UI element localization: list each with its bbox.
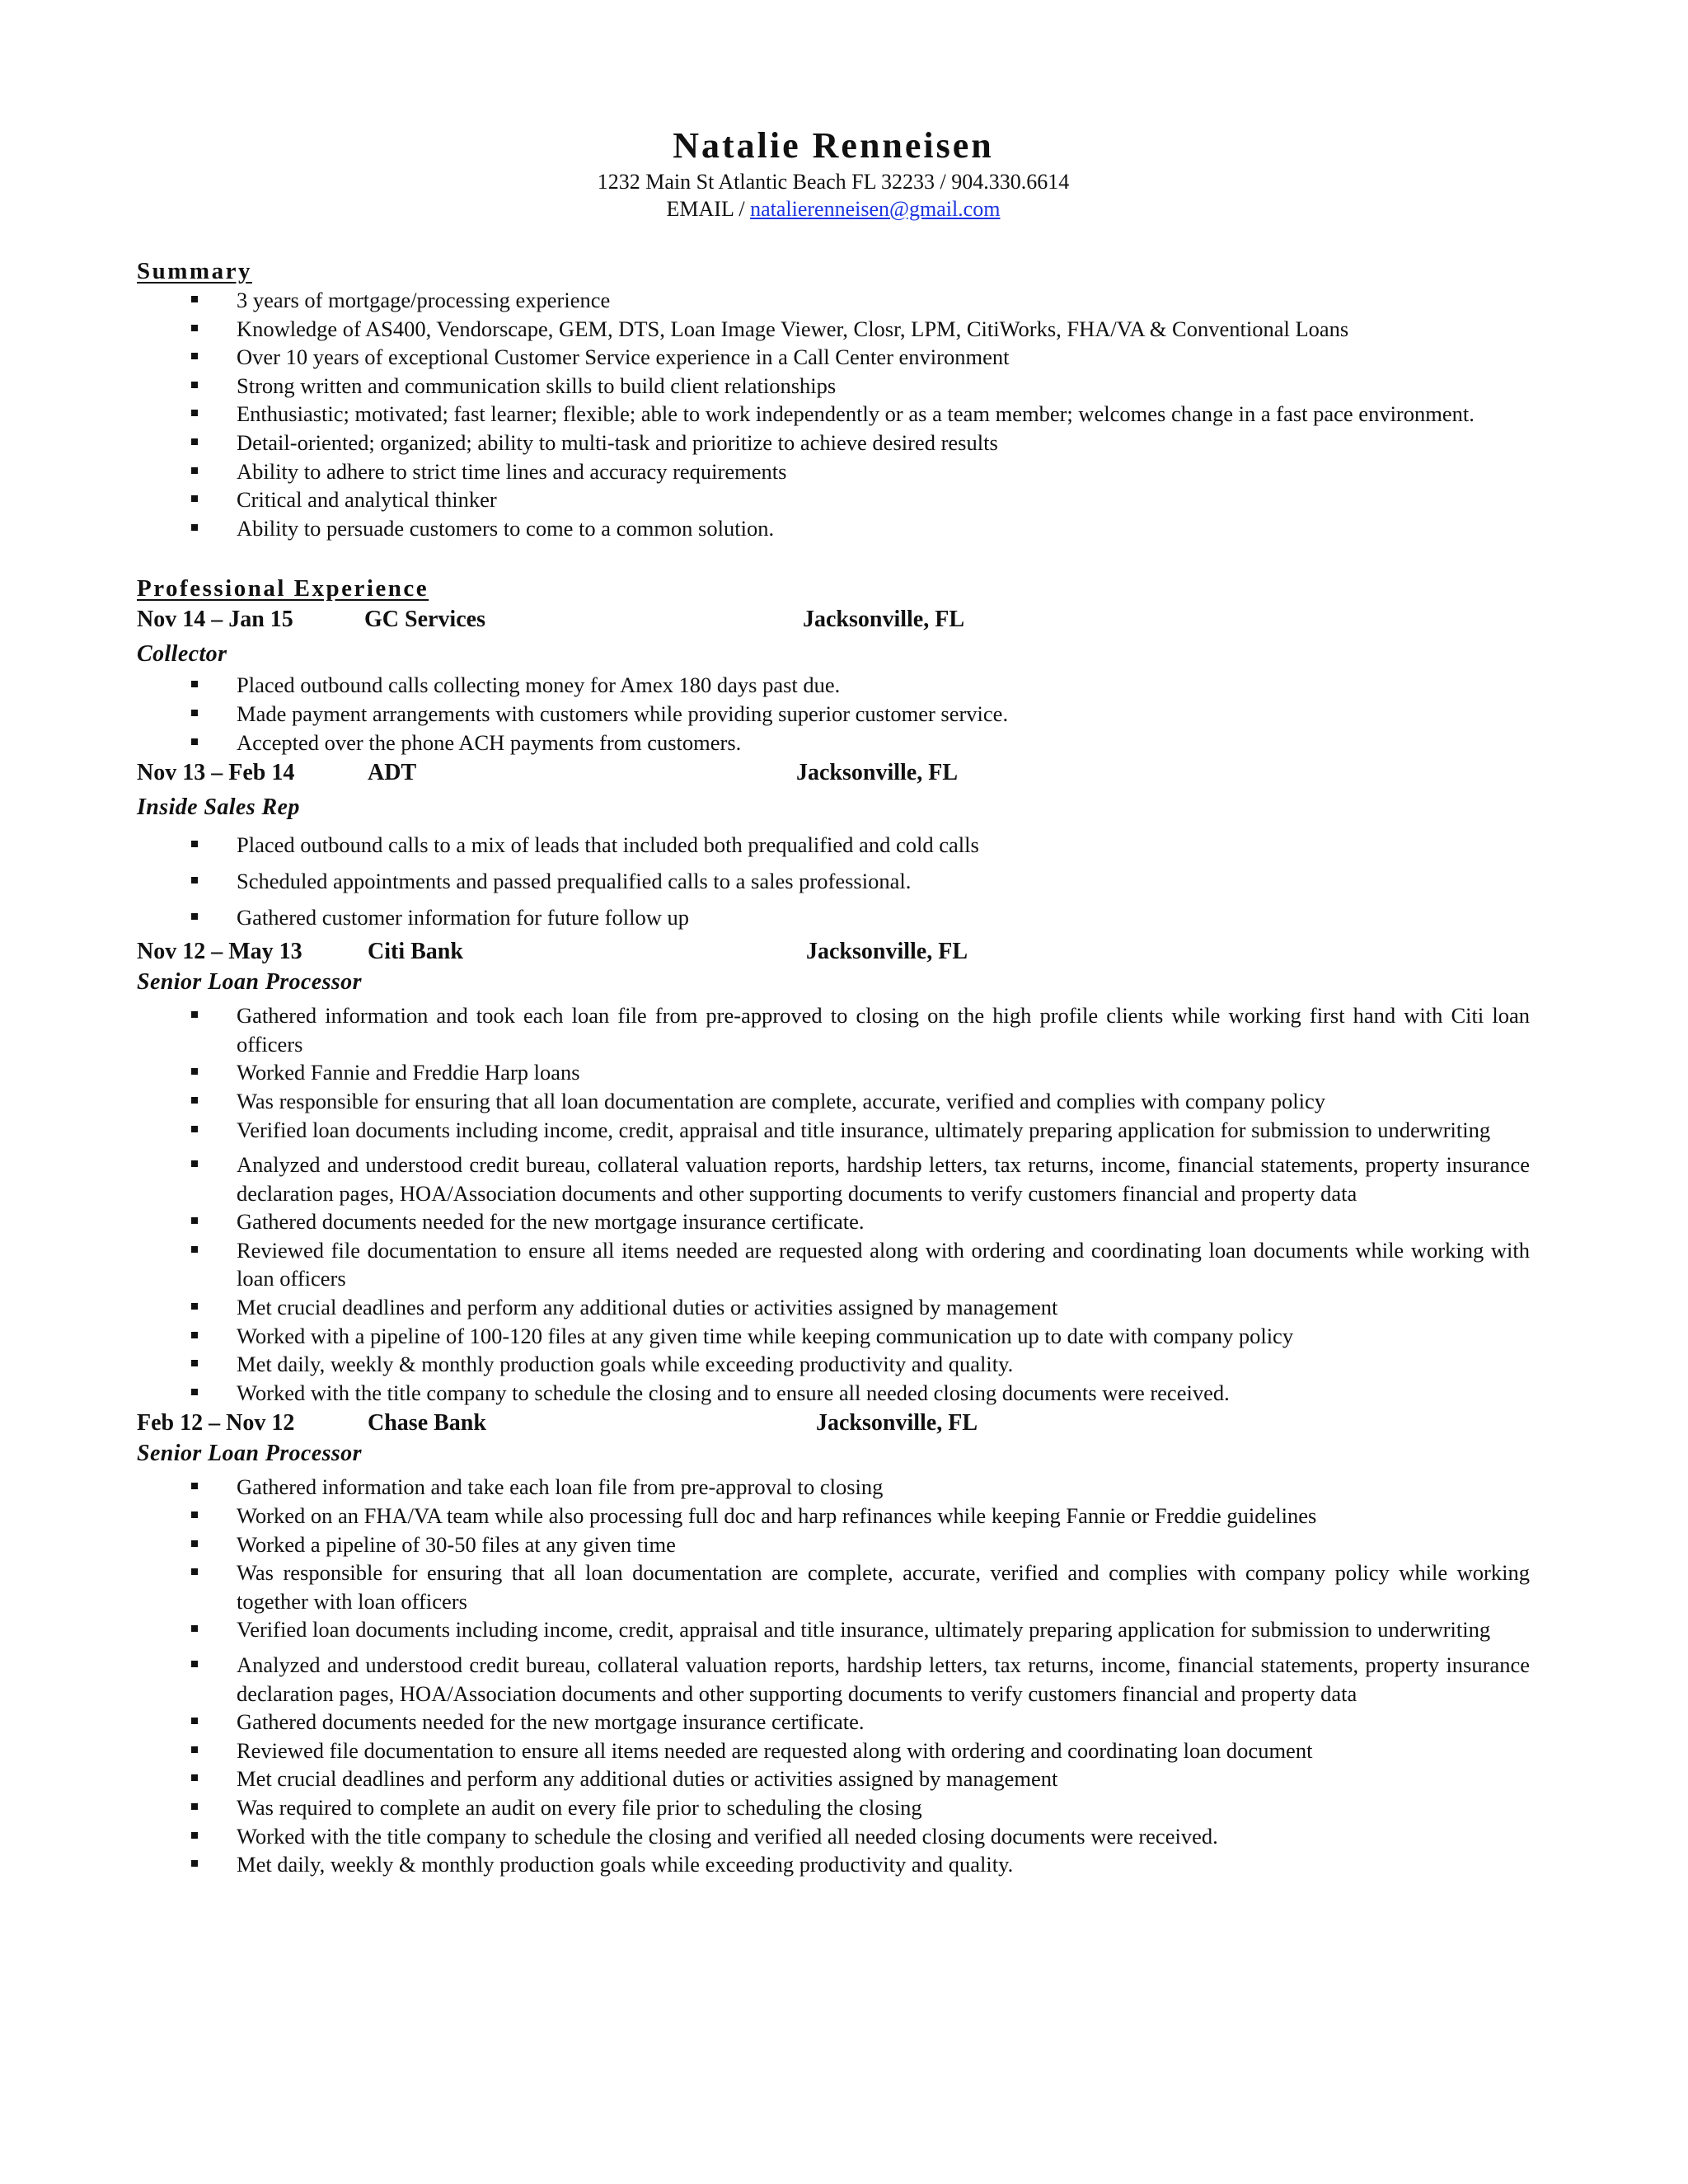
- list-item: Strong written and communication skills to build client relationships: [137, 372, 1530, 401]
- bullet-icon: [191, 1389, 198, 1395]
- job-dates: Nov 12 – May 13: [137, 939, 302, 965]
- email-line: [137, 195, 1530, 223]
- address-line: 1232 Main St Atlantic Beach FL 32233 / 904.330.6614: [597, 170, 1070, 194]
- bullet-icon: [191, 1718, 198, 1724]
- list-item: Worked on an FHA/VA team while also processing full doc and harp refinances while keeping Fannie or Freddie guidelines: [137, 1502, 1530, 1530]
- bullet-icon: [191, 738, 198, 745]
- list-item: Gathered customer information for future follow up: [137, 899, 1530, 935]
- bullet-icon: [191, 1332, 198, 1338]
- bullet-icon: [191, 1246, 198, 1253]
- job-dates: Nov 14 – Jan 15: [137, 607, 293, 633]
- bullet-icon: [191, 438, 198, 445]
- job-duties-list: [137, 671, 1530, 757]
- list-item: Ability to adhere to strict time lines and accuracy requirements: [137, 457, 1530, 486]
- list-item: Verified loan documents including income, credit, appraisal and title insurance, ultimately preparing application for submission to underwriting: [137, 1615, 1530, 1644]
- list-item: Critical and analytical thinker: [137, 485, 1530, 514]
- bullet-icon: [191, 1303, 198, 1310]
- applicant-name: Natalie Renneisen: [673, 125, 994, 166]
- bullet-icon: [191, 1803, 198, 1810]
- bullet-icon: [191, 913, 198, 920]
- list-item: Worked Fannie and Freddie Harp loans: [137, 1058, 1530, 1087]
- job-company: Chase Bank: [368, 1410, 486, 1436]
- list-item: Placed outbound calls to a mix of leads that included both prequalified and cold calls: [137, 827, 1530, 863]
- bullet-icon: [191, 1832, 198, 1839]
- list-item: Gathered information and took each loan file from pre-approved to closing on the high profile clients while working first hand with Citi loan officers: [137, 1001, 1530, 1058]
- job-company: Citi Bank: [368, 939, 463, 965]
- bullet-icon: [191, 1625, 198, 1632]
- job-title: Inside Sales Rep: [137, 794, 300, 821]
- bullet-icon: [191, 710, 198, 716]
- job-duties-list: [137, 827, 1530, 935]
- experience-heading: Professional Experience: [137, 575, 429, 602]
- list-item: Was required to complete an audit on every file prior to scheduling the closing: [137, 1793, 1530, 1822]
- bullet-icon: [191, 1746, 198, 1753]
- bullet-icon: [191, 1068, 198, 1075]
- bullet-icon: [191, 495, 198, 502]
- email-label: EMAIL /: [666, 197, 751, 221]
- job-dates: Feb 12 – Nov 12: [137, 1410, 295, 1436]
- list-item: Gathered information and take each loan file from pre-approval to closing: [137, 1473, 1530, 1502]
- bullet-icon: [191, 1774, 198, 1781]
- bullet-icon: [191, 1011, 198, 1018]
- list-item: Gathered documents needed for the new mortgage insurance certificate.: [137, 1708, 1530, 1736]
- bullet-icon: [191, 1160, 198, 1167]
- job-company: ADT: [368, 760, 417, 786]
- list-item: Met crucial deadlines and perform any additional duties or activities assigned by management: [137, 1293, 1530, 1322]
- job-duties-list: [137, 1473, 1530, 1878]
- list-item: Knowledge of AS400, Vendorscape, GEM, DTS, Loan Image Viewer, Closr, LPM, CitiWorks, FHA/VA & Conventional Loans: [137, 315, 1530, 344]
- job-header: [137, 603, 1530, 638]
- list-item: Scheduled appointments and passed prequalified calls to a sales professional.: [137, 863, 1530, 899]
- bullet-icon: [191, 1097, 198, 1104]
- bullet-icon: [191, 1511, 198, 1518]
- bullet-icon: [191, 325, 198, 331]
- job-title: Collector: [137, 641, 227, 668]
- bullet-icon: [191, 1568, 198, 1575]
- list-item: Analyzed and understood credit bureau, collateral valuation reports, hardship letters, tax returns, income, financial statements, property insurance declaration pages, HOA/Association documents and other supporting documents to verify customers financial and property data: [137, 1651, 1530, 1708]
- list-item: Worked a pipeline of 30-50 files at any given time: [137, 1530, 1530, 1559]
- bullet-icon: [191, 382, 198, 388]
- job-location: Jacksonville, FL: [816, 1410, 978, 1436]
- email-link[interactable]: natalierenneisen@gmail.com: [750, 197, 1001, 221]
- job-title: Senior Loan Processor: [137, 1441, 362, 1467]
- list-item: Analyzed and understood credit bureau, collateral valuation reports, hardship letters, tax returns, income, financial statements, property insurance declaration pages, HOA/Association documents and other supporting documents to verify customers financial and property data: [137, 1151, 1530, 1207]
- bullet-icon: [191, 1540, 198, 1547]
- bullet-icon: [191, 681, 198, 687]
- bullet-icon: [191, 1360, 198, 1366]
- bullet-icon: [191, 1217, 198, 1224]
- job-header: [137, 935, 1530, 970]
- list-item: Reviewed file documentation to ensure all items needed are requested along with ordering and coordinating loan documents while working with loan officers: [137, 1236, 1530, 1293]
- list-item: Gathered documents needed for the new mortgage insurance certificate.: [137, 1207, 1530, 1236]
- job-header: [137, 757, 1530, 791]
- bullet-icon: [191, 296, 198, 302]
- list-item: Enthusiastic; motivated; fast learner; flexible; able to work independently or as a team member; welcomes change in a fast pace environment.: [137, 400, 1530, 429]
- list-item: Over 10 years of exceptional Customer Service experience in a Call Center environment: [137, 343, 1530, 372]
- bullet-icon: [191, 1483, 198, 1489]
- resume-page: [137, 124, 1530, 1879]
- bullet-icon: [191, 1661, 198, 1667]
- bullet-icon: [191, 1126, 198, 1132]
- list-item: Met daily, weekly & monthly production goals while exceeding productivity and quality.: [137, 1350, 1530, 1379]
- list-item: Met daily, weekly & monthly production goals while exceeding productivity and quality.: [137, 1850, 1530, 1879]
- list-item: Detail-oriented; organized; ability to multi-task and prioritize to achieve desired results: [137, 429, 1530, 457]
- job-location: Jacksonville, FL: [796, 760, 959, 786]
- job-company: GC Services: [364, 607, 485, 633]
- job-header: [137, 1407, 1530, 1441]
- list-item: Was responsible for ensuring that all loan documentation are complete, accurate, verified and complies with company policy while working together with loan officers: [137, 1558, 1530, 1615]
- job-location: Jacksonville, FL: [806, 939, 968, 965]
- bullet-icon: [191, 353, 198, 359]
- bullet-icon: [191, 467, 198, 474]
- bullet-icon: [191, 410, 198, 416]
- list-item: Was responsible for ensuring that all loan documentation are complete, accurate, verified and complies with company policy: [137, 1087, 1530, 1116]
- list-item: 3 years of mortgage/processing experience: [137, 286, 1530, 315]
- bullet-icon: [191, 877, 198, 883]
- list-item: Verified loan documents including income, credit, appraisal and title insurance, ultimately preparing application for submission to underwriting: [137, 1116, 1530, 1145]
- list-item: Placed outbound calls collecting money for Amex 180 days past due.: [137, 671, 1530, 700]
- job-duties-list: [137, 1001, 1530, 1407]
- job-dates: Nov 13 – Feb 14: [137, 760, 295, 786]
- list-item: Ability to persuade customers to come to a common solution.: [137, 514, 1530, 543]
- list-item: Made payment arrangements with customers while providing superior customer service.: [137, 700, 1530, 729]
- summary-heading: Summary: [137, 258, 252, 284]
- list-item: Worked with the title company to schedule the closing and verified all needed closing documents were received.: [137, 1822, 1530, 1851]
- list-item: Worked with the title company to schedule the closing and to ensure all needed closing documents were received.: [137, 1379, 1530, 1408]
- bullet-icon: [191, 1860, 198, 1867]
- job-title: Senior Loan Processor: [137, 969, 362, 996]
- bullet-icon: [191, 841, 198, 847]
- list-item: Met crucial deadlines and perform any additional duties or activities assigned by management: [137, 1765, 1530, 1793]
- list-item: Worked with a pipeline of 100-120 files at any given time while keeping communication up to date with company policy: [137, 1322, 1530, 1351]
- list-item: Reviewed file documentation to ensure all items needed are requested along with ordering and coordinating loan document: [137, 1736, 1530, 1765]
- job-location: Jacksonville, FL: [803, 607, 965, 633]
- bullet-icon: [191, 524, 198, 531]
- summary-list: [137, 286, 1530, 542]
- list-item: Accepted over the phone ACH payments from customers.: [137, 729, 1530, 757]
